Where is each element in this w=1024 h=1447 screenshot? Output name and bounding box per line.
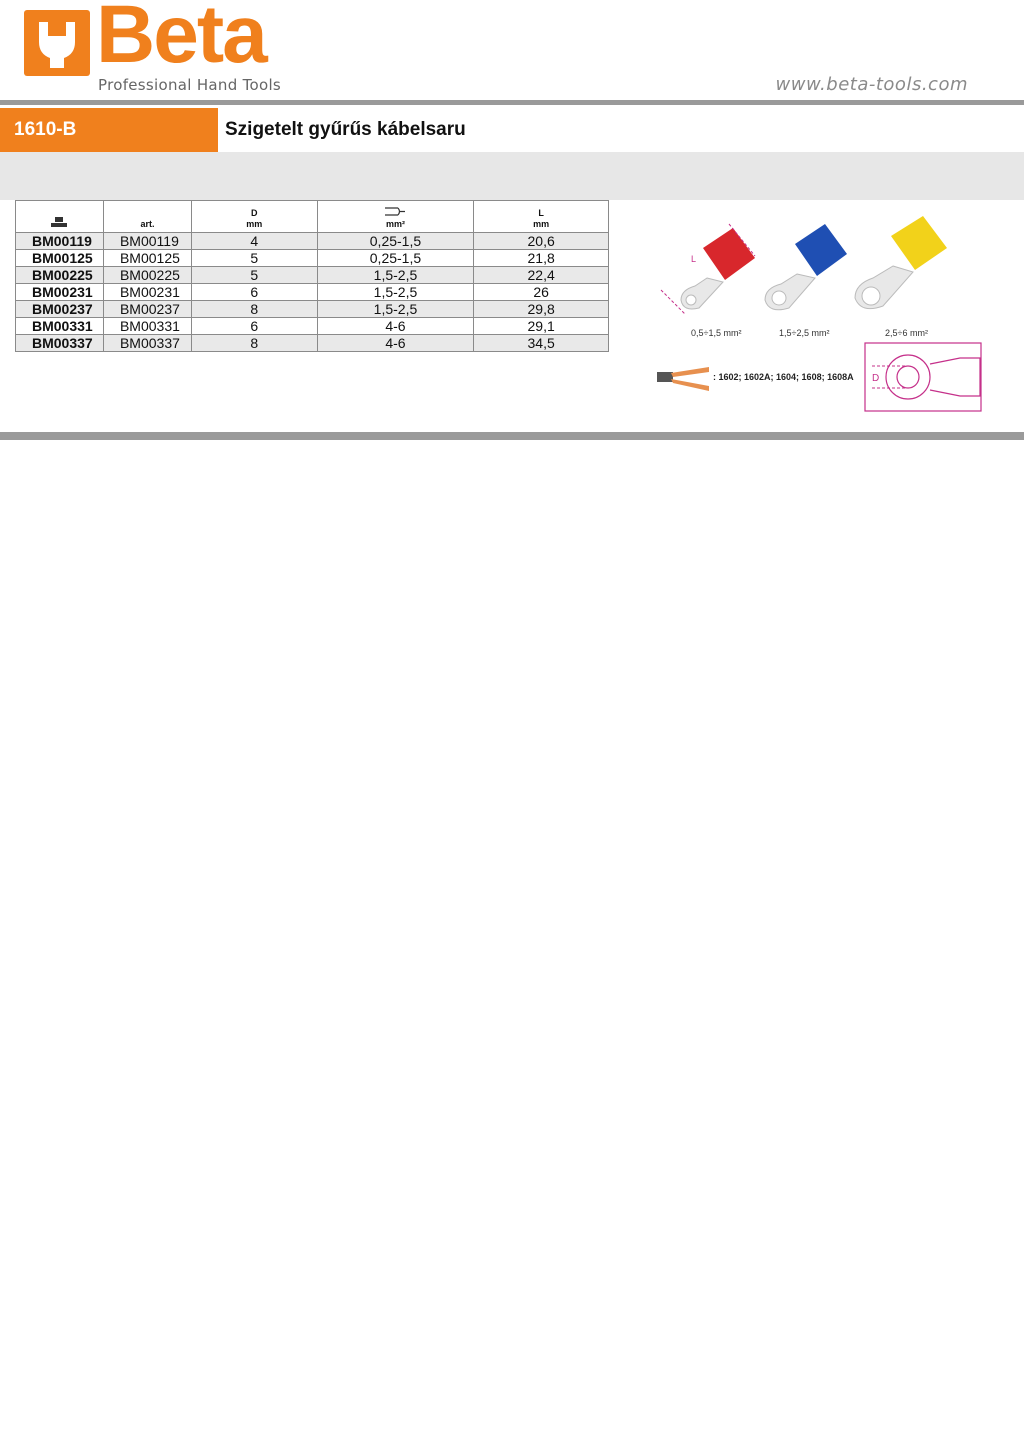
description-band [0, 152, 1024, 200]
svg-text:L: L [691, 254, 697, 264]
table-row: BM00331 BM00331 6 4-6 29,1 [16, 318, 609, 335]
table-row: BM00119 BM00119 4 0,25-1,5 20,6 [16, 233, 609, 250]
red-ring-terminal [661, 224, 755, 314]
header-rule [0, 100, 1024, 105]
terminal-caption-blue: 1,5÷2,5 mm² [779, 328, 830, 338]
ring-terminals-icon [655, 208, 965, 328]
header-product-code [16, 201, 104, 233]
compatible-tools [655, 364, 855, 394]
product-title-bar [0, 108, 1024, 152]
svg-text:D: D [872, 373, 880, 384]
yellow-ring-terminal [855, 216, 947, 309]
crimping-pliers-icon [655, 364, 711, 392]
blue-ring-terminal [765, 224, 847, 310]
brand-name: Beta [96, 0, 266, 80]
spec-table [15, 200, 609, 352]
product-code: 1610-B [0, 108, 218, 152]
header-length: L mm [474, 201, 609, 233]
table-header-row [16, 201, 609, 233]
website-url[interactable]: www.beta-tools.com [775, 74, 968, 95]
terminal-caption-red: 0,5÷1,5 mm² [691, 328, 742, 338]
terminal-caption-yellow: 2,5÷6 mm² [885, 328, 928, 338]
table-row: BM00231 BM00231 6 1,5-2,5 26 [16, 284, 609, 301]
terminal-photos [655, 208, 965, 343]
wrench-logo-icon [24, 10, 90, 76]
technical-drawing [864, 342, 982, 412]
compatible-tools-list: : 1602; 1602A; 1604; 1608; 1608A [713, 372, 854, 382]
header-diameter: D mm [191, 201, 317, 233]
table-row: BM00125 BM00125 5 0,25-1,5 21,8 [16, 250, 609, 267]
table-row: BM00237 BM00237 8 1,5-2,5 29,8 [16, 301, 609, 318]
product-name: Szigetelt gyűrűs kábelsaru [225, 119, 466, 140]
footer-rule [0, 432, 1024, 440]
brand-tagline: Professional Hand Tools [98, 76, 282, 94]
table-row: BM00225 BM00225 5 1,5-2,5 22,4 [16, 267, 609, 284]
wire-cross-section-icon [384, 207, 406, 216]
table-row: BM00337 BM00337 8 4-6 34,5 [16, 335, 609, 352]
beta-logo [24, 0, 294, 98]
header-art: art. [103, 201, 191, 233]
header-cross-section: mm² [317, 201, 474, 233]
product-code-icon [51, 217, 67, 227]
